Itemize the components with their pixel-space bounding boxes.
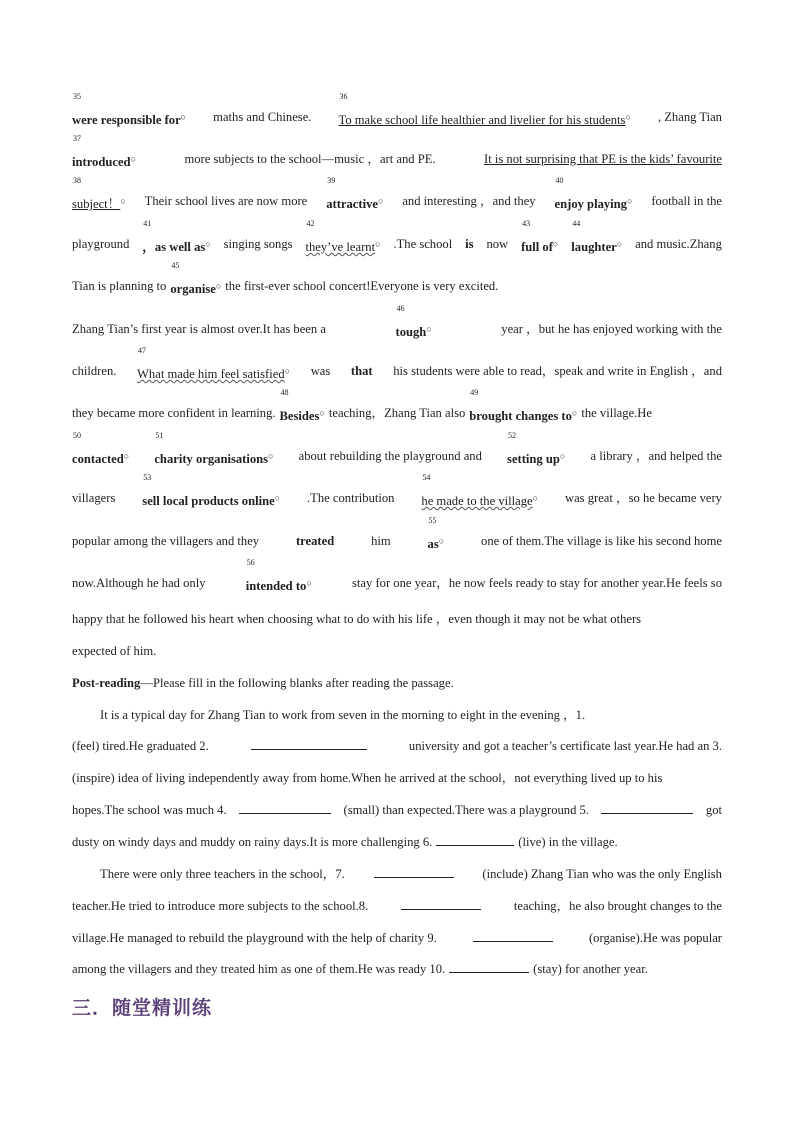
segment-text: is (465, 237, 474, 251)
annotated-phrase (326, 176, 384, 211)
answer-blank[interactable] (401, 896, 481, 910)
annotation-number: 56 (246, 558, 255, 567)
passage-line (72, 134, 722, 169)
text-segment (533, 959, 648, 979)
annotated-phrase (245, 558, 312, 593)
passage-line (72, 431, 722, 466)
text-segment (224, 234, 293, 254)
text-segment (72, 896, 368, 916)
annotated-phrase (72, 176, 126, 211)
annotated-phrase (421, 473, 539, 508)
passage-line (72, 261, 722, 296)
annotation-marker-icon: ○ (625, 112, 631, 122)
annotation-number: 52 (508, 431, 517, 440)
answer-blank[interactable] (251, 736, 367, 750)
passage-line (72, 473, 722, 508)
segment-text: now (486, 237, 509, 251)
segment-text: Zhang Tian’s first year is almost over.It has been a (72, 322, 326, 336)
segment-text: and interesting ，and they (402, 194, 536, 208)
segment-text: he made to the village (421, 494, 533, 508)
segment-text: .The contribution (307, 491, 395, 505)
text-segment (590, 446, 721, 466)
text-segment (514, 896, 722, 916)
segment-text: children. (72, 364, 117, 378)
text-segment (72, 319, 326, 339)
annotation-marker-icon: ○ (274, 493, 281, 503)
annotated-phrase (395, 304, 432, 339)
passage-line (72, 388, 722, 423)
passage-line (72, 558, 722, 593)
segment-text: tough (395, 325, 427, 339)
segment-text: they became more confident in learning. (72, 406, 276, 420)
segment-text: charity organisations (154, 452, 269, 466)
segment-text: setting up (507, 452, 560, 466)
segment-text: was great ，so he became very (564, 491, 722, 505)
segment-text: (live) in the village. (518, 835, 618, 849)
text-segment (481, 531, 722, 551)
segment-text: hopes.The school was much 4. (72, 803, 227, 817)
annotated-phrase (571, 219, 623, 254)
annotation-number: 35 (73, 92, 81, 101)
text-segment (706, 800, 722, 820)
annotation-marker-icon: ○ (205, 239, 211, 249)
text-segment (329, 403, 465, 423)
annotation-number: 54 (422, 473, 431, 482)
annotation-marker-icon: ○ (626, 196, 633, 206)
annotation-marker-icon: ○ (377, 196, 384, 206)
annotation-number: 44 (572, 219, 581, 228)
segment-text: ，as well as (142, 240, 206, 254)
segment-text: stay for one year，he now feels ready to stay for another year.He feels so (352, 576, 722, 590)
segment-text: It is not surprising that PE is the kids’ favourite (484, 152, 722, 166)
segment-text: subject！ (72, 197, 121, 211)
segment-text: more subjects to the school—music ，art and PE. (184, 152, 436, 166)
section-heading: 三．随堂精训练 (72, 997, 213, 1019)
answer-blank[interactable] (239, 800, 331, 814)
annotated-phrase (72, 431, 130, 466)
segment-text: as (427, 537, 439, 551)
annotated-phrase (427, 516, 445, 551)
answer-blank[interactable] (601, 800, 693, 814)
annotation-number: 46 (396, 304, 405, 313)
segment-text: Tian is planning to (72, 279, 167, 293)
exercise-line (72, 896, 722, 916)
annotated-phrase (142, 473, 281, 508)
segment-text: about rebuilding the playground and (298, 449, 482, 463)
text-segment (589, 928, 722, 948)
annotation-number: 49 (470, 388, 479, 397)
text-segment (72, 234, 129, 254)
annotation-marker-icon: ○ (532, 493, 539, 503)
annotation-number: 51 (155, 431, 164, 440)
annotation-number: 45 (171, 261, 180, 270)
annotation-number: 38 (73, 176, 81, 185)
annotation-number: 36 (339, 92, 348, 101)
segment-text: dusty on windy days and muddy on rainy days.It is more challenging 6. (72, 835, 433, 849)
segment-text: that (350, 364, 373, 378)
segment-text: they’ve learnt (305, 240, 376, 254)
segment-text: one of them.The village is like his second home (481, 534, 722, 548)
text-segment (72, 959, 445, 979)
segment-text: university and got a teacher’s certificate last year.He had an 3. (408, 739, 722, 753)
annotation-number: 47 (138, 346, 147, 355)
annotation-marker-icon: ○ (426, 324, 432, 334)
annotated-phrase (338, 92, 631, 127)
exercise-line (100, 864, 722, 884)
text-segment (100, 864, 345, 884)
text-segment (565, 488, 722, 508)
text-segment (351, 361, 373, 381)
annotation-marker-icon: ○ (438, 536, 445, 546)
segment-text: playground (72, 237, 130, 251)
segment-text: There were only three teachers in the school，7. (100, 867, 345, 881)
annotated-phrase (279, 388, 325, 423)
passage-line (72, 346, 722, 381)
annotation-number: 43 (522, 219, 531, 228)
segment-text: teaching，he also brought changes to the (513, 899, 722, 913)
passage-line (72, 516, 722, 551)
segment-text: organise (170, 282, 216, 296)
annotated-phrase (72, 134, 136, 169)
text-segment (393, 234, 452, 254)
segment-text: the village.He (581, 406, 652, 420)
annotation-marker-icon: ○ (375, 239, 381, 249)
passage-line (72, 92, 722, 127)
exercise-line (72, 800, 722, 820)
segment-text: and music.Zhang (635, 237, 722, 251)
annotated-phrase (554, 176, 633, 211)
segment-text: (small) than expected.There was a playground 5. (343, 803, 589, 817)
segment-text: now.Although he had only (72, 576, 206, 590)
annotated-phrase (137, 346, 291, 381)
text-segment (72, 531, 259, 551)
annotation-number: 37 (73, 134, 81, 143)
annotation-marker-icon: ○ (571, 408, 578, 418)
text-segment (465, 234, 473, 254)
annotation-marker-icon: ○ (559, 451, 566, 461)
segment-text: (include) Zhang Tian who was the only English (482, 867, 722, 881)
annotation-number: 39 (327, 176, 336, 185)
annotation-number: 55 (428, 516, 437, 525)
annotation-number: 50 (73, 431, 81, 440)
post-reading-instruction: —Please fill in the following blanks after reading the passage. (140, 676, 454, 690)
segment-text: among the villagers and they treated him as one of them.He was ready 10. (72, 962, 446, 976)
segment-text: It is a typical day for Zhang Tian to work from seven in the morning to eight in the evening ，1. (100, 708, 586, 722)
segment-text: contacted (72, 452, 124, 466)
segment-text: teacher.He tried to introduce more subjects to the school.8. (72, 899, 369, 913)
segment-text: (stay) for another year. (533, 962, 648, 976)
segment-text: treated (295, 534, 335, 548)
text-segment (484, 149, 722, 169)
exercise-line (72, 832, 722, 852)
annotation-marker-icon: ○ (306, 578, 312, 588)
passage-line (72, 219, 722, 254)
segment-text: maths and Chinese. (213, 110, 312, 124)
segment-text: year ，but he has enjoyed working with the (501, 322, 722, 336)
annotation-marker-icon: ○ (123, 451, 130, 461)
annotated-phrase (507, 431, 566, 466)
post-reading-label: Post-reading (72, 676, 141, 690)
segment-text: was (310, 364, 331, 378)
annotation-number: 48 (280, 388, 289, 397)
segment-text: , Zhang Tian (657, 110, 722, 124)
segment-text: happy that he followed his heart when choosing what to do with his life ，even though it may not be what others (72, 612, 642, 626)
text-segment (72, 928, 437, 948)
annotation-marker-icon: ○ (120, 196, 126, 206)
text-segment (225, 276, 498, 296)
annotation-marker-icon: ○ (215, 281, 222, 291)
passage-line (72, 609, 722, 629)
post-reading-header (72, 673, 722, 693)
annotation-number: 53 (143, 473, 152, 482)
text-segment (72, 361, 116, 381)
segment-text: a library ，and helped the (590, 449, 722, 463)
annotation-number: 40 (555, 176, 564, 185)
segment-text: his students were able to read，speak and write in English ，and (393, 364, 722, 378)
segment-text: .The school (393, 237, 453, 251)
segment-text: Their school lives are now more (144, 194, 308, 208)
answer-blank[interactable] (436, 832, 514, 846)
segment-text: villagers (72, 491, 116, 505)
annotation-marker-icon: ○ (552, 239, 559, 249)
annotation-marker-icon: ○ (616, 239, 623, 249)
annotation-marker-icon: ○ (284, 366, 291, 376)
text-segment (344, 800, 590, 820)
segment-text: (organise).He was popular (588, 931, 722, 945)
segment-text: attractive (326, 197, 378, 211)
text-segment (486, 234, 508, 254)
text-segment (307, 488, 394, 508)
exercise-line (72, 959, 722, 979)
text-segment (311, 361, 331, 381)
text-segment (409, 736, 722, 756)
text-segment (72, 488, 115, 508)
segment-text: What made him feel satisfied (137, 367, 285, 381)
text-segment (72, 641, 156, 661)
text-segment (658, 107, 722, 127)
segment-text: expected of him. (72, 644, 157, 658)
segment-text: To make school life healthier and livelier for his students (338, 113, 626, 127)
text-segment (371, 531, 391, 551)
segment-text: laughter (571, 240, 617, 254)
text-segment (184, 149, 435, 169)
segment-text: football in the (651, 194, 722, 208)
segment-text: enjoy playing (554, 197, 627, 211)
annotation-number: 42 (306, 219, 315, 228)
passage-line (72, 176, 722, 211)
annotated-phrase (305, 219, 381, 254)
segment-text: got (705, 803, 722, 817)
annotation-marker-icon: ○ (130, 154, 136, 164)
annotated-phrase (170, 261, 222, 296)
annotation-marker-icon: ○ (268, 451, 274, 461)
text-segment (72, 573, 206, 593)
segment-text: sell local products online (142, 494, 275, 508)
annotated-phrase (72, 92, 187, 127)
segment-text: him (371, 534, 391, 548)
exercise-line (72, 768, 722, 788)
segment-text: were responsible for (72, 113, 181, 127)
text-segment (296, 531, 334, 551)
segment-text: full of (521, 240, 553, 254)
text-segment (482, 864, 722, 884)
segment-text: introduced (72, 155, 131, 169)
segment-text: Besides (279, 409, 320, 423)
text-segment (100, 705, 585, 725)
segment-text: teaching，Zhang Tian also (328, 406, 466, 420)
text-segment (72, 800, 227, 820)
text-segment (393, 361, 722, 381)
text-segment (402, 191, 535, 211)
text-segment (213, 107, 311, 127)
annotated-phrase (142, 219, 211, 254)
exercise-line (72, 928, 722, 948)
segment-text: (inspire) idea of living independently away from home.When he arrived at the school，not everything lived up to his (72, 771, 663, 785)
text-segment (72, 768, 662, 788)
passage-line (72, 641, 722, 661)
segment-text: (feel) tired.He graduated 2. (72, 739, 209, 753)
annotated-phrase (154, 431, 274, 466)
annotated-phrase (521, 219, 559, 254)
text-segment (72, 276, 166, 296)
text-segment (518, 832, 617, 852)
text-segment (581, 403, 652, 423)
answer-blank[interactable] (374, 864, 454, 878)
exercise-line (100, 705, 722, 725)
segment-text: popular among the villagers and they (72, 534, 260, 548)
text-segment (299, 446, 482, 466)
segment-text: singing songs (223, 237, 293, 251)
text-segment (145, 191, 308, 211)
segment-text: village.He managed to rebuild the playground with the help of charity 9. (72, 931, 437, 945)
text-segment (72, 609, 641, 629)
text-segment (72, 403, 276, 423)
segment-text: intended to (245, 579, 307, 593)
text-segment (501, 319, 722, 339)
text-segment (352, 573, 722, 593)
text-segment (72, 832, 432, 852)
answer-blank[interactable] (449, 959, 529, 973)
segment-text: the first-ever school concert!Everyone is very excited. (225, 279, 499, 293)
answer-blank[interactable] (473, 928, 553, 942)
passage-line (72, 304, 722, 339)
annotation-number: 41 (143, 219, 152, 228)
annotation-marker-icon: ○ (180, 112, 187, 122)
annotated-phrase (469, 388, 578, 423)
segment-text: brought changes to (469, 409, 572, 423)
text-segment (651, 191, 722, 211)
exercise-line (72, 736, 722, 756)
text-segment (635, 234, 722, 254)
annotation-marker-icon: ○ (319, 408, 325, 418)
text-segment (72, 736, 209, 756)
